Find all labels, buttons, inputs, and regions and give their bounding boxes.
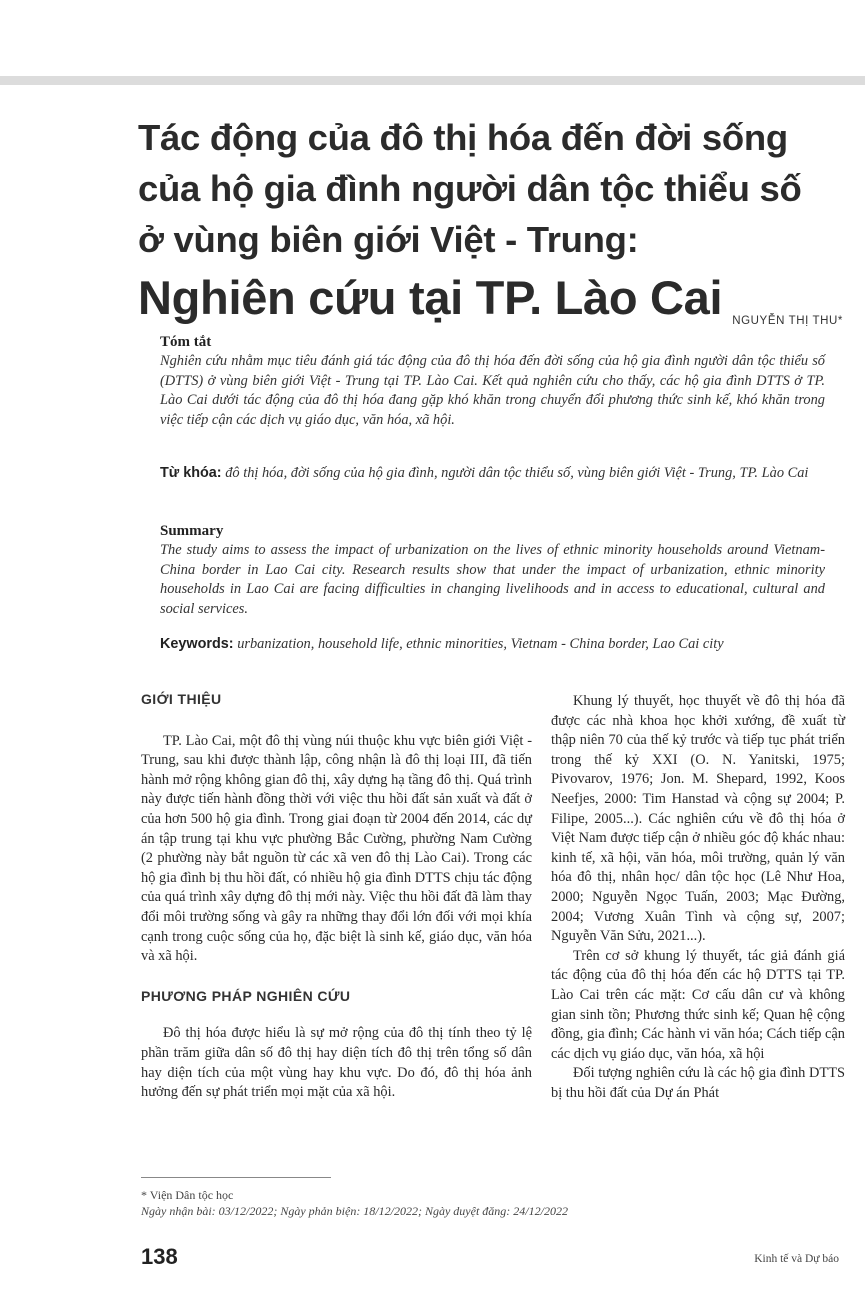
keywords-vi-text: đô thị hóa, đời sống của hộ gia đình, người dân tộc thiểu số, vùng biên giới Việt - Trung, TP. Lào Cai: [225, 465, 809, 481]
title-line-2: của hộ gia đình người dân tộc thiểu số: [138, 168, 802, 209]
page-number: 138: [141, 1244, 178, 1269]
keywords-en-label: Keywords:: [160, 636, 234, 652]
abstract-en-text: The study aims to assess the impact of urbanization on the lives of ethnic minority households around Vietnam-China border in Lao Cai city. Research results show that under the impact of urbanization, ethnic minority households in Lao Cai are facing difficulties in changing livelihoods and in access to educational, cultural and social services.: [160, 542, 825, 617]
abstract-vi: [160, 333, 825, 430]
theory-paragraph: Khung lý thuyết, học thuyết về đô thị hóa đã được các nhà khoa học khởi xướng, đề xuất từ thập niên 70 của thế kỷ trước và tiếp tục phát triển trong thế kỷ XXI (O. N. Yanitski, 1975; Pivovarov, 1976; Jon. M. Shepard, 1992, Koos Neefjes, 2000: Tim Hanstad và cộng sự 2004; P. Filipe, 2005...). Các nghiên cứu về đô thị hóa ở Việt Nam được tiếp cận ở nhiều góc độ khác nhau: kinh tế, xã hội, văn hóa, môi trường, quản lý văn hóa đô thị, nhân học/ dân tộc học (Lê Như Hoa, 2000; Nguyễn Ngọc Tuấn, 2003; Mạc Đường, 2004; Vương Xuân Tình và cộng sự, 2007; Nguyễn Văn Sửu, 2021...).: [551, 693, 845, 945]
method-heading: PHƯƠNG PHÁP NGHIÊN CỨU: [141, 987, 351, 1004]
abstract-vi-text: Nghiên cứu nhằm mục tiêu đánh giá tác động của đô thị hóa đến đời sống của hộ gia đình người dân tộc thiểu số (DTTS) ở vùng biên giới Việt - Trung tại TP. Lào Cai. Kết quả nghiên cứu cho thấy, các hộ gia đình DTTS ở TP. Lào Cai dưới tác động của đô thị hóa đang gặp khó khăn trong chuyển đổi phương thức sinh kế, khó khăn trong việc tiếp cận các dịch vụ giáo dục, văn hóa, xã hội.: [160, 353, 825, 428]
title-line-3: ở vùng biên giới Việt - Trung:: [138, 219, 639, 260]
keywords-en-text: urbanization, household life, ethnic minorities, Vietnam - China border, Lao Cai city: [237, 636, 724, 652]
subject-paragraph: Đối tượng nghiên cứu là các hộ gia đình DTTS bị thu hồi đất của Dự án Phát: [551, 1065, 845, 1101]
intro-paragraph: TP. Lào Cai, một đô thị vùng núi thuộc khu vực biên giới Việt - Trung, sau khi được thành lập, công nhận là đô thị loại III, đã tiến hành mở rộng không gian đô thị, xây dựng hạ tầng đô thị. Quá trình này được tiến hành đồng thời với việc thu hồi đất sản xuất và đất ở của hơn 500 hộ gia đình. Trong giai đoạn từ 2004 đến 2014, các dự án tập trung tại khu vực phường Bắc Cường, phường Nam Cường (2 phường này bắt nguồn từ các xã ven đô thị Lào Cai). Trong các hộ gia đình bị thu hồi đất, có nhiều hộ gia đình DTTS chịu tác động của quá trình xây dựng đô thị mới này. Việc thu hồi đất đã làm thay đổi môi trường sống và gây ra những thay đổi lớn đối với mọi khía cạnh trong cuộc sống của họ, đặc biệt là sinh kế, giáo dục, văn hóa và xã hội.: [141, 732, 532, 965]
article-title: [138, 112, 858, 329]
abstract-en-heading: Summary: [160, 523, 224, 539]
footnote-dates: Ngày nhận bài: 03/12/2022; Ngày phản biện: 18/12/2022; Ngày duyệt đăng: 24/12/2022: [141, 1204, 568, 1218]
top-rule: [0, 76, 865, 85]
keywords-vi-label: Từ khóa:: [160, 465, 222, 481]
title-line-4: Nghiên cứu tại TP. Lào Cai: [138, 271, 723, 324]
footnote-rule: [141, 1177, 331, 1178]
left-column: [141, 690, 532, 1103]
abstract-vi-heading: Tóm tắt: [160, 334, 212, 350]
author-name: NGUYỄN THỊ THU*: [732, 315, 843, 327]
keywords-en: [160, 635, 825, 654]
title-line-1: Tác động của đô thị hóa đến đời sống: [138, 117, 788, 158]
intro-heading: GIỚI THIỆU: [141, 691, 222, 707]
abstract-en: [160, 522, 825, 619]
framework-paragraph: Trên cơ sở khung lý thuyết, tác giả đánh giá tác động của đô thị hóa đến các hộ DTTS tại TP. Lào Cai trên các mặt: Cơ cấu dân cư và không gian sinh tồn; Phương thức sinh kế; Quan hệ cộng đồng, gia đình; Các hành vi văn hóa; Cách tiếp cận các dịch vụ giáo dục, văn hóa, xã hội: [551, 947, 845, 1062]
journal-name: Kinh tế và Dự báo: [754, 1253, 839, 1265]
keywords-vi: [160, 464, 825, 483]
right-column: [551, 692, 845, 1103]
method-paragraph: Đô thị hóa được hiểu là sự mở rộng của đô thị tính theo tỷ lệ phần trăm giữa dân số đô thị hay diện tích đô thị trên tổng số dân hay diện tích của một vùng hay khu vực. Do đó, đô thị hóa ảnh hưởng đến sự phát triển mọi mặt của xã hội.: [141, 1025, 532, 1101]
footnote-affiliation: * Viện Dân tộc học: [141, 1188, 234, 1202]
